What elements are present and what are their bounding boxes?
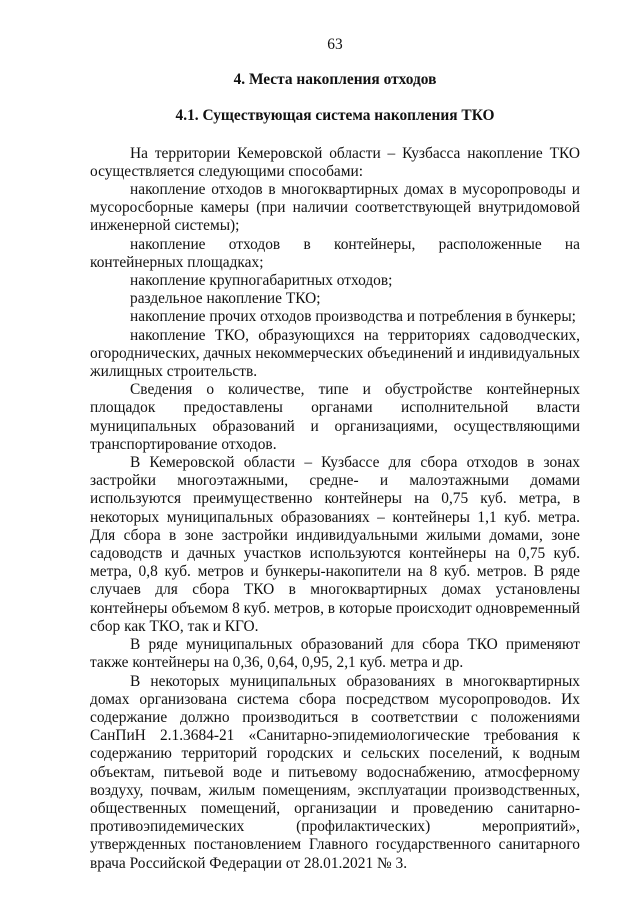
list-item-separate-collection: раздельное накопление ТКО; [130,290,321,308]
paragraph-intro: На территории Кемеровской области – Кузбасса накопление ТКО осуществляется следующими способами: [90,144,580,180]
list-item-garden-associations: накопление ТКО, образующихся на территориях садоводческих, огороднических, дачных некоммерческих объединений и индивидуальных жилищных строительств. [90,326,581,381]
paragraph-other-containers: В ряде муниципальных образований для сбора ТКО применяют также контейнеры на 0,36, 0,64, 0,95, 2,1 куб. метра и др. [90,636,580,672]
list-item-garbage-chutes: накопление отходов в многоквартирных домах в мусоропроводы и мусоросборные камеры (при наличии соответствующей внутридомовой инженерной системы); [90,181,580,235]
body-text [90,145,580,873]
paragraph-container-volumes: В Кемеровской области – Кузбассе для сбора отходов в зонах застройки многоэтажными, средне- и малоэтажными домами используются преимущественно контейнеры на 0,75 куб. метра, в некоторых муниципальных образованиях – контейнеры 1,1 куб. метра. Для сбора в зоне застройки индивидуальными жилыми домами, зоне садоводств и дачных участков используются контейнеры на 0,75 куб. метра, 0,8 куб. метров и бункеры-накопители на 8 куб. метров. В ряде случаев для сбора ТКО в многоквартирных домах установлены контейнеры объемом 8 куб. метров, в которые происходит одновременный сбор как ТКО, так и КГО. [90,454,580,635]
list-item-bulky-waste: накопление крупногабаритных отходов; [130,272,393,290]
paragraph-container-sites-info: Сведения о количестве, типе и обустройстве контейнерных площадок предоставлены органами исполнительной власти муниципальных образований и организациями, осуществляющими транспортирование отходов. [90,381,580,453]
subsection-heading: 4.1. Существующая система накопления ТКО [175,107,495,125]
list-item-bunkers: накопление прочих отходов производства и потребления в бункеры; [130,308,576,326]
page-number: 63 [327,36,343,53]
section-heading: 4. Места накопления отходов [233,71,437,89]
list-item-containers: накопление отходов в контейнеры, расположенные на контейнерных площадках; [90,235,580,271]
paragraph-garbage-chute-system: В некоторых муниципальных образованиях в многоквартирных домах организована система сбора посредством мусоропроводов. Их содержание должно производиться в соответствии с положениями СанПиН 2.1.3684-21 «Санитарно-эпидемиологические требования к содержанию территорий городских и сельских поселений, к водным объектам, питьевой воде и питьевому водоснабжению, атмосферному воздуху, почвам, жилым помещениям, эксплуатации производственных, общественных помещений, организации и проведению санитарно-противоэпидемических (профилактических) мероприятий», утвержденных постановлением Главного государственного санитарного врача Российской Федерации от 28.01.2021 № 3. [90,672,580,872]
